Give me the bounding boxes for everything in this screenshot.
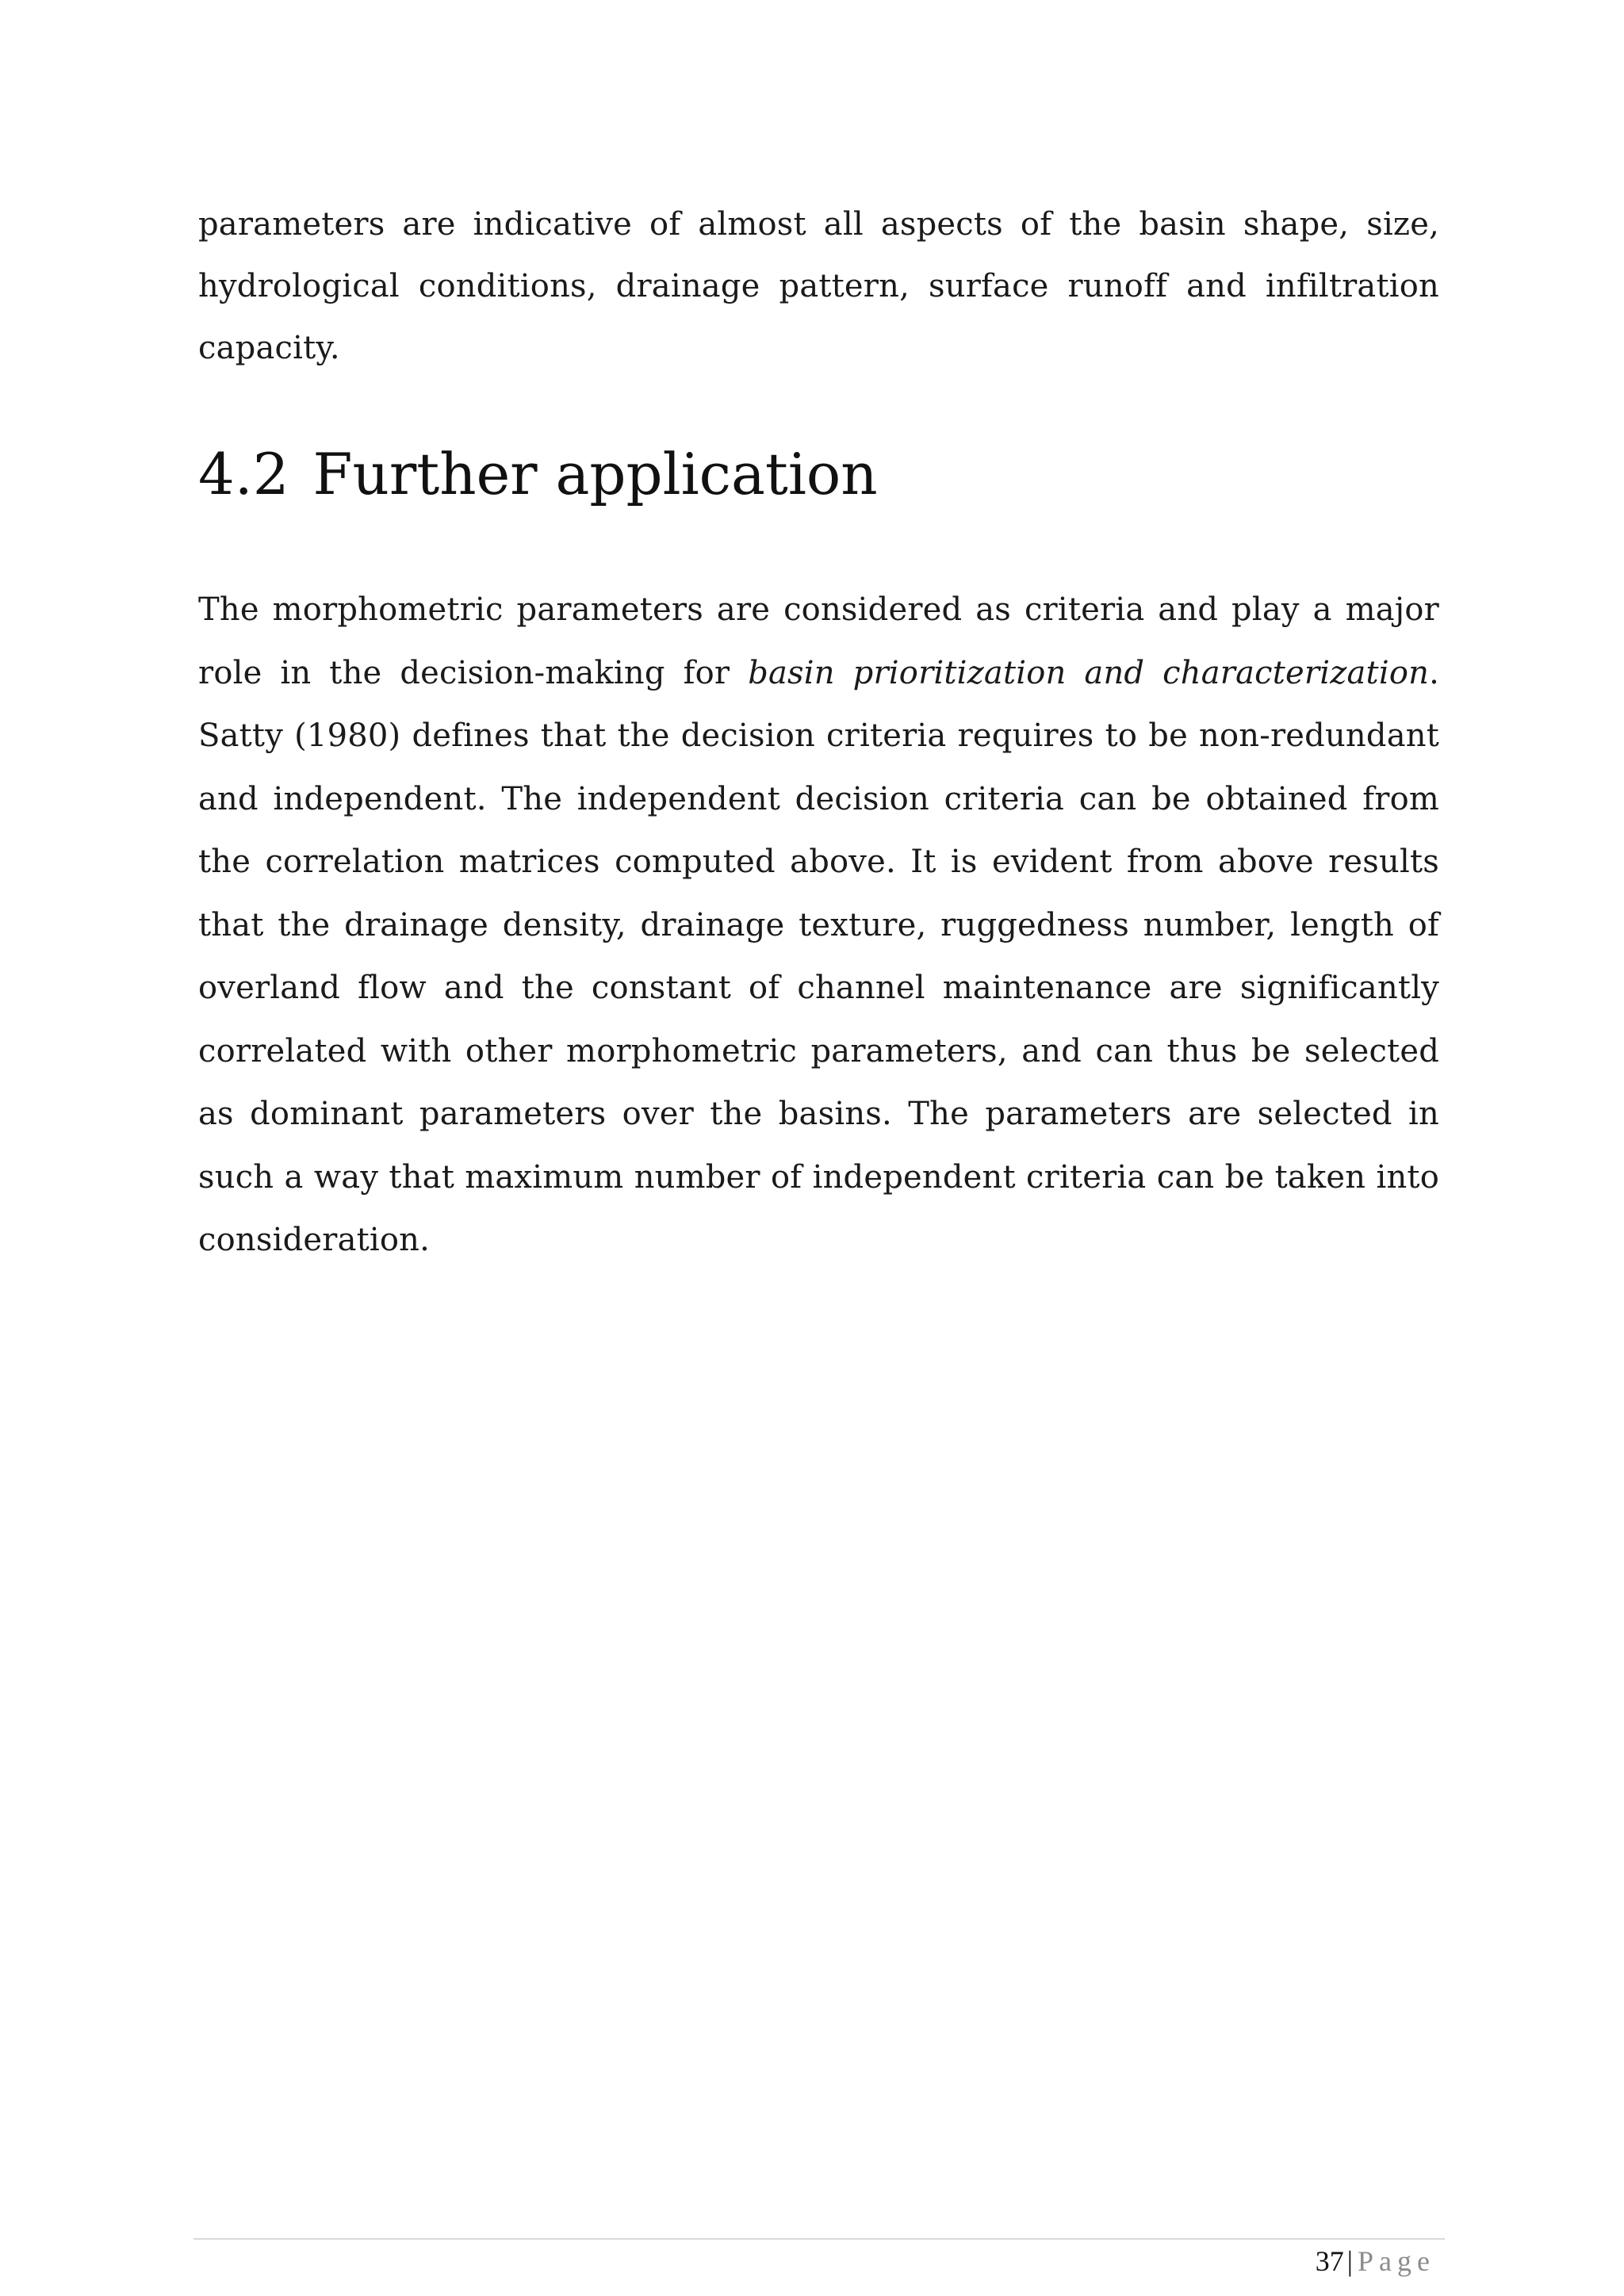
page-label: Page xyxy=(1358,2245,1435,2277)
footer-separator: | xyxy=(1346,2245,1354,2277)
body-emphasis: basin prioritization and characterization xyxy=(748,654,1430,691)
intro-paragraph xyxy=(198,193,1439,379)
body-text-part2: . Satty (1980) defines that the decision criteria requires to be non-redundant and independent. The independent decision criteria can be obtained from the correlation matrices computed above. It is evident from above results that the drainage density, drainage texture, ruggedness number, length of overland flow and the constant of channel maintenance are significantly correlated with other morphometric parameters, and can thus be selected as dominant parameters over the basins. The parameters are selected in such a way that maximum number of independent criteria can be taken into consideration. xyxy=(198,654,1439,1258)
page-footer xyxy=(1316,2244,1435,2279)
page-number: 37 xyxy=(1315,2245,1344,2277)
footer-divider xyxy=(193,2238,1445,2240)
section-heading xyxy=(198,434,878,514)
body-paragraph xyxy=(198,579,1439,1272)
section-title: Further application xyxy=(312,441,878,507)
section-number: 4.2 xyxy=(198,441,289,507)
intro-text: parameters are indicative of almost all aspects of the basin shape, size, hydrological conditions, drainage pattern, surface runoff and infiltration capacity. xyxy=(198,206,1439,366)
body-text-part1: The morphometric parameters are considered as criteria and play a major role in the decision-making for xyxy=(198,591,1439,691)
